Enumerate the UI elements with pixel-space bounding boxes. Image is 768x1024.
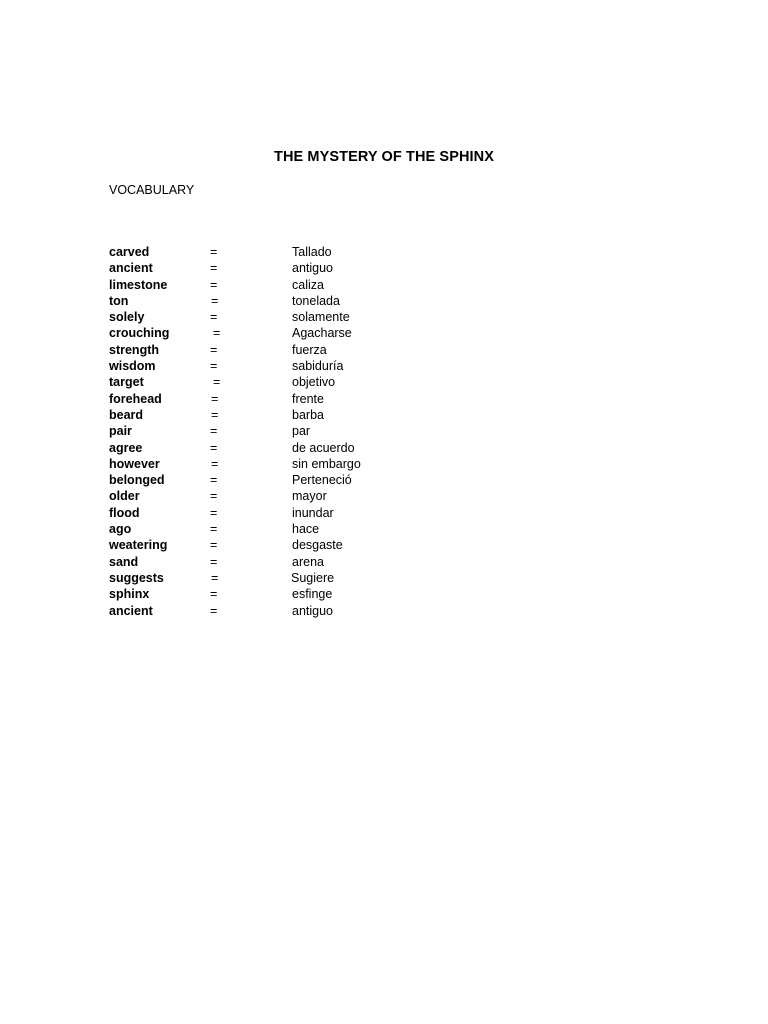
vocabulary-term: ago — [109, 522, 132, 537]
vocabulary-translation: antiguo — [292, 603, 334, 618]
equals-sign: = — [210, 245, 218, 259]
vocabulary-row — [109, 472, 509, 488]
vocabulary-row — [109, 488, 509, 504]
equals-sign: = — [211, 293, 219, 308]
vocabulary-term: agree — [109, 440, 143, 455]
vocabulary-row — [109, 521, 509, 537]
vocabulary-term: weatering — [109, 538, 168, 553]
equals-sign: = — [210, 342, 218, 357]
vocabulary-term: belonged — [109, 473, 165, 488]
vocabulary-row — [109, 586, 509, 602]
vocabulary-translation: fuerza — [292, 342, 327, 357]
vocabulary-term: carved — [109, 245, 150, 259]
vocabulary-row — [109, 407, 509, 423]
vocabulary-translation: inundar — [292, 505, 334, 520]
vocabulary-translation: frente — [292, 391, 324, 406]
vocabulary-translation: caliza — [292, 277, 324, 292]
vocabulary-list — [109, 244, 509, 619]
vocabulary-row — [109, 358, 509, 374]
equals-sign: = — [211, 456, 219, 471]
document-title: THE MYSTERY OF THE SPHINX — [273, 149, 495, 165]
vocabulary-term: crouching — [109, 326, 170, 341]
vocabulary-term: target — [109, 375, 144, 390]
vocabulary-translation: objetivo — [292, 375, 336, 390]
equals-sign: = — [210, 440, 218, 455]
vocabulary-translation: sin embargo — [292, 456, 361, 471]
vocabulary-row — [109, 374, 509, 390]
vocabulary-translation: antiguo — [292, 261, 334, 276]
vocabulary-term: flood — [109, 505, 140, 520]
vocabulary-row — [109, 342, 509, 358]
equals-sign: = — [213, 326, 221, 341]
vocabulary-term: ancient — [109, 261, 153, 276]
vocabulary-translation: hace — [292, 522, 320, 537]
vocabulary-row — [109, 456, 509, 472]
vocabulary-translation: solamente — [292, 310, 350, 325]
equals-sign: = — [213, 375, 221, 390]
vocabulary-heading: VOCABULARY — [109, 183, 195, 197]
vocabulary-row — [109, 537, 509, 553]
equals-sign: = — [211, 570, 219, 585]
vocabulary-translation: Perteneció — [292, 473, 352, 488]
equals-sign: = — [211, 407, 219, 422]
equals-sign: = — [210, 424, 218, 439]
equals-sign: = — [210, 310, 218, 325]
equals-sign: = — [210, 359, 218, 374]
vocabulary-row — [109, 570, 509, 586]
vocabulary-term: sphinx — [109, 587, 150, 602]
equals-sign: = — [210, 538, 218, 553]
vocabulary-translation: esfinge — [292, 587, 333, 602]
vocabulary-translation: arena — [292, 554, 324, 569]
equals-sign: = — [210, 522, 218, 537]
vocabulary-term: sand — [109, 554, 139, 569]
vocabulary-row — [109, 293, 509, 309]
vocabulary-row — [109, 325, 509, 341]
vocabulary-term: ancient — [109, 603, 153, 618]
vocabulary-term: older — [109, 489, 140, 504]
vocabulary-translation: par — [292, 424, 311, 439]
vocabulary-translation: Agacharse — [292, 326, 352, 341]
equals-sign: = — [210, 603, 218, 618]
vocabulary-term: beard — [109, 407, 144, 422]
vocabulary-row — [109, 554, 509, 570]
vocabulary-term: ton — [109, 293, 129, 308]
vocabulary-row — [109, 260, 509, 276]
vocabulary-row — [109, 423, 509, 439]
vocabulary-term: however — [109, 456, 160, 471]
equals-sign: = — [210, 277, 218, 292]
vocabulary-translation: Tallado — [292, 245, 332, 259]
vocabulary-row — [109, 309, 509, 325]
vocabulary-row — [109, 244, 509, 260]
vocabulary-term: forehead — [109, 391, 162, 406]
vocabulary-translation: desgaste — [292, 538, 343, 553]
vocabulary-row — [109, 603, 509, 619]
vocabulary-translation: Sugiere — [291, 570, 335, 585]
vocabulary-row — [109, 391, 509, 407]
vocabulary-term: limestone — [109, 277, 168, 292]
equals-sign: = — [210, 587, 218, 602]
vocabulary-translation: barba — [292, 407, 324, 422]
vocabulary-term: strength — [109, 342, 159, 357]
equals-sign: = — [210, 505, 218, 520]
vocabulary-translation: tonelada — [292, 293, 340, 308]
equals-sign: = — [211, 391, 219, 406]
vocabulary-row — [109, 277, 509, 293]
vocabulary-row — [109, 505, 509, 521]
vocabulary-translation: de acuerdo — [292, 440, 355, 455]
equals-sign: = — [210, 473, 218, 488]
equals-sign: = — [210, 554, 218, 569]
vocabulary-term: suggests — [109, 570, 164, 585]
vocabulary-term: pair — [109, 424, 132, 439]
equals-sign: = — [210, 261, 218, 276]
vocabulary-term: solely — [109, 310, 145, 325]
equals-sign: = — [210, 489, 218, 504]
vocabulary-translation: sabiduría — [292, 359, 344, 374]
vocabulary-term: wisdom — [109, 359, 156, 374]
vocabulary-row — [109, 440, 509, 456]
vocabulary-translation: mayor — [292, 489, 327, 504]
